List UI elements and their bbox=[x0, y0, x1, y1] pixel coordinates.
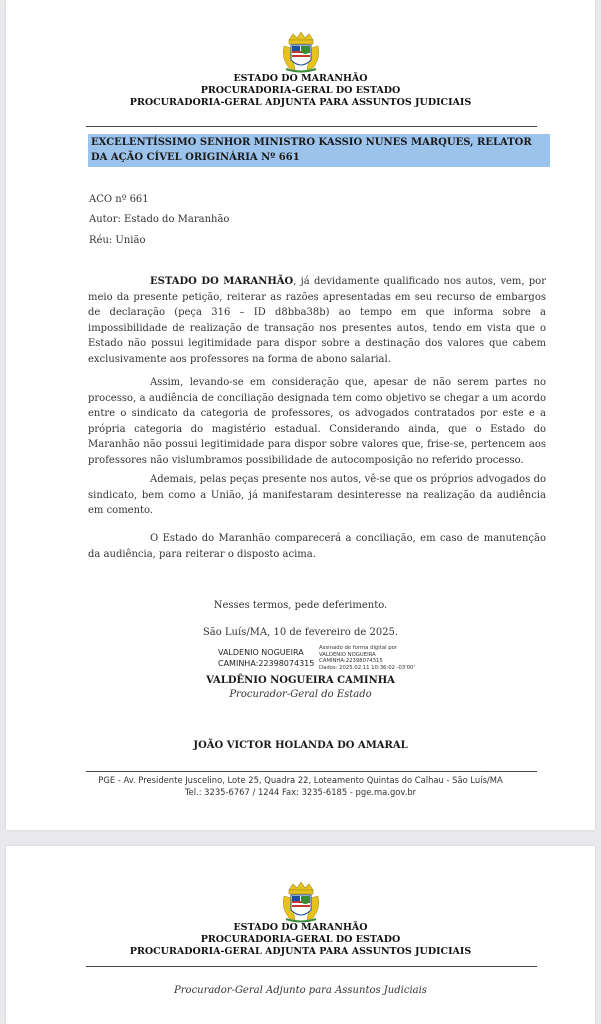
paragraph-1-text: , já devidamente qualificado nos autos, vem, por meio da presente petição, reiterar as razões apresentadas em seu recurso de embargos de declaração (peça 316 – ID d8bba38b) ao tempo em que informa sobre a impossibilidade de realização de transação nos presentes autos, tendo em vista que o Estado não possui legitimidade para dispor sobre a destinação dos valores que cabem exclusivamente aos professores na forma de abono salarial. bbox=[88, 276, 546, 365]
signatory-1-title: Procurador-Geral do Estado bbox=[229, 689, 372, 700]
digital-signature-meta3: CAMINHA:22398074315 bbox=[319, 658, 383, 665]
case-author: Autor: Estado do Maranhão bbox=[89, 214, 230, 225]
digital-signature-details bbox=[319, 645, 415, 672]
digital-signature-name-line2: CAMINHA:22398074315 bbox=[218, 659, 315, 668]
page2-header-state: ESTADO DO MARANHÃO bbox=[233, 922, 368, 933]
digital-signature-stamp bbox=[218, 645, 448, 673]
maranhao-coat-of-arms-icon bbox=[281, 30, 321, 74]
digital-signature-name bbox=[218, 647, 314, 669]
paragraph-2: Assim, levando-se em consideração que, apesar de não serem partes no processo, a audiência de conciliação designada tem como objetivo se chegar a um acordo entre o sindicato da categoria de professores, os advogados contratados por este e a própria categoria do magistério estadual. Considerando ainda, que o Estado do Maranhão não possui legitimidade para dispor sobre valores que, frise-se, pertencem aos professores não vislumbramos possibilidade de autocomposição no referido processo. bbox=[88, 377, 546, 466]
case-defendant: Réu: União bbox=[89, 235, 146, 246]
maranhao-coat-of-arms-icon bbox=[281, 880, 321, 924]
header-divider bbox=[86, 126, 537, 127]
header-state: ESTADO DO MARANHÃO bbox=[233, 73, 368, 84]
footer-divider bbox=[86, 771, 537, 772]
page2-header-adjunta: PROCURADORIA-GERAL ADJUNTA PARA ASSUNTOS JUDICIAIS bbox=[129, 946, 472, 957]
closing-place-date: São Luís/MA, 10 de fevereiro de 2025. bbox=[202, 627, 399, 638]
paragraph-1-party: ESTADO DO MARANHÃO bbox=[150, 276, 294, 287]
page2-header-procuradoria: PROCURADORIA-GERAL DO ESTADO bbox=[200, 934, 401, 945]
page2-signatory-title: Procurador-Geral Adjunto para Assuntos Judiciais bbox=[174, 985, 427, 996]
digital-signature-meta1: Assinado de forma digital por bbox=[319, 645, 398, 651]
paragraph-4: O Estado do Maranhão comparecerá a conciliação, em caso de manutenção da audiência, para reiterar o disposto acima. bbox=[88, 533, 546, 560]
header-procuradoria: PROCURADORIA-GERAL DO ESTADO bbox=[200, 85, 401, 96]
addressee-heading: EXCELENTÍSSIMO SENHOR MINISTRO KASSIO NUNES MARQUES, RELATOR DA AÇÃO CÍVEL ORIGINÁRIA Nº 661 bbox=[88, 134, 550, 167]
footer-contact: Tel.: 3235-6767 / 1244 Fax: 3235-6185 - pge.ma.gov.br bbox=[184, 787, 417, 797]
closing-request: Nesses termos, pede deferimento. bbox=[213, 600, 388, 611]
page2-header-divider bbox=[86, 966, 537, 967]
digital-signature-name-line1: VALDENIO NOGUEIRA bbox=[218, 648, 304, 657]
document-page-2 bbox=[6, 846, 595, 1024]
footer-address: PGE - Av. Presidente Juscelino, Lote 25, Quadra 22, Loteamento Quintas do Calhau - São Luís/MA bbox=[98, 775, 503, 785]
document-page-1 bbox=[6, 0, 595, 830]
digital-signature-meta2: VALDENIO NOGUEIRA bbox=[319, 651, 376, 658]
signatory-1-name: VALDÊNIO NOGUEIRA CAMINHA bbox=[206, 675, 395, 686]
paragraph-1 bbox=[88, 274, 546, 368]
signatory-2-name: JOÃO VICTOR HOLANDA DO AMARAL bbox=[193, 740, 408, 751]
paragraph-3: Ademais, pelas peças presente nos autos, vê-se que os próprios advogados do sindicato, bem como a União, já manifestaram desinteresse na realização da audiência em comento. bbox=[88, 474, 546, 517]
digital-signature-meta4: Dados: 2025.02.11 10:36:02 -03'00' bbox=[319, 665, 415, 672]
case-number: ACO nº 661 bbox=[89, 194, 149, 205]
header-adjunta: PROCURADORIA-GERAL ADJUNTA PARA ASSUNTOS JUDICIAIS bbox=[129, 97, 472, 108]
